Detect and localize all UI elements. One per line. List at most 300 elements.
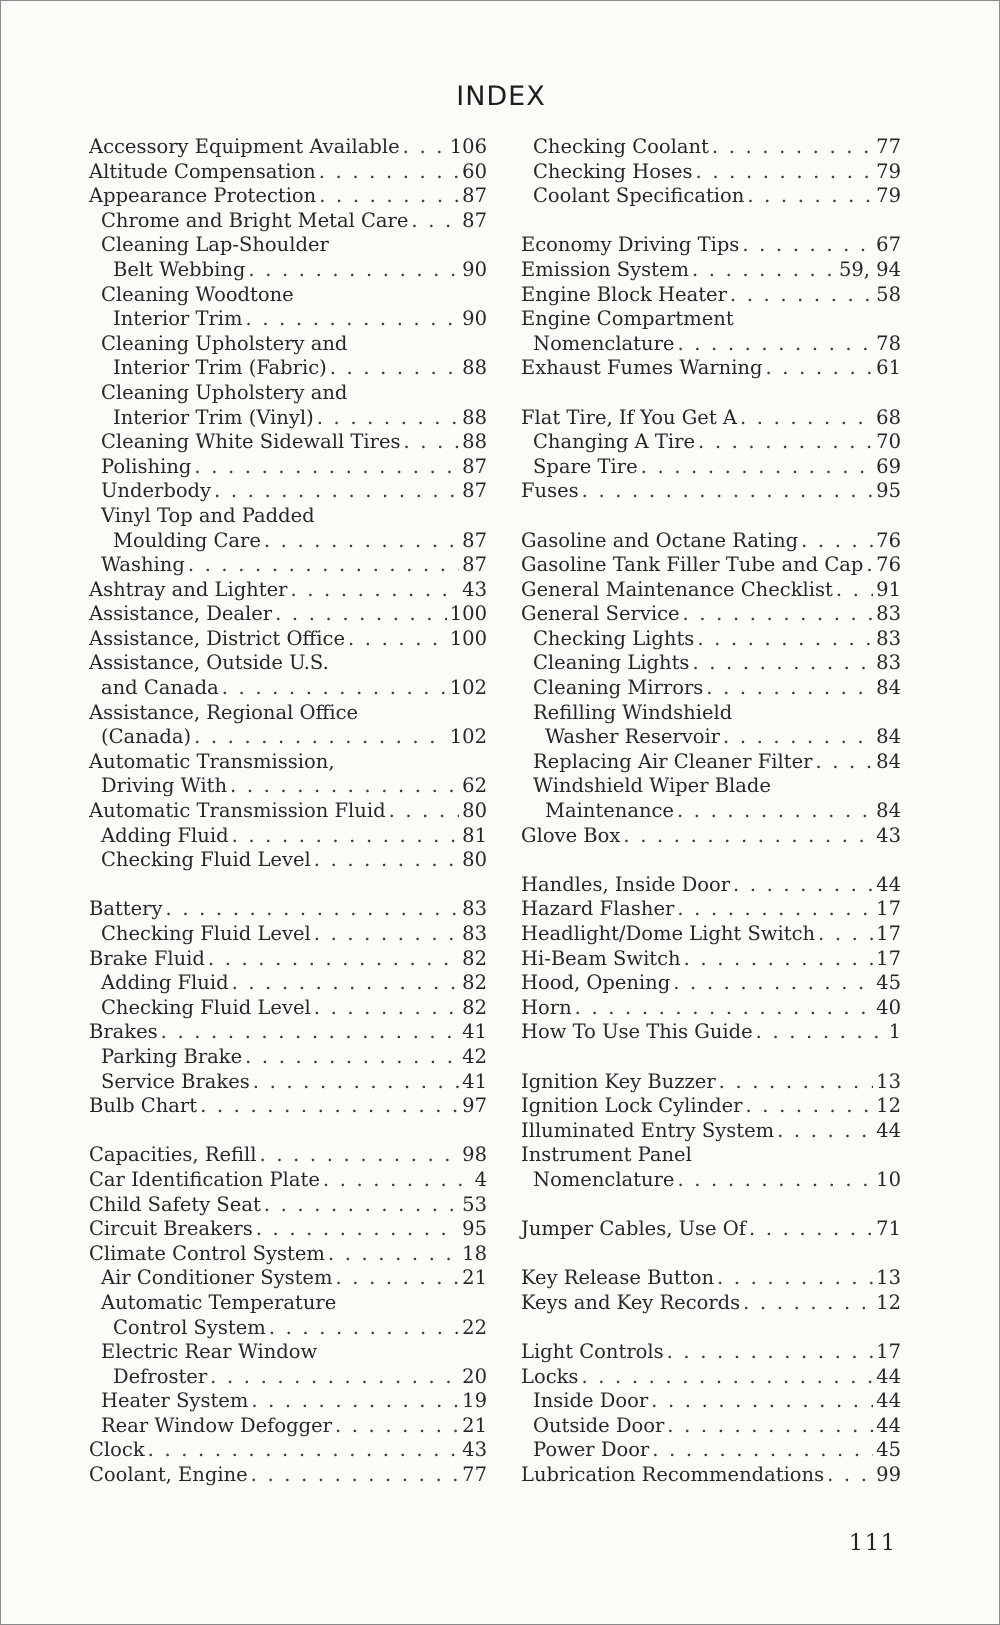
section-gap <box>511 504 901 529</box>
index-entry <box>511 307 901 332</box>
index-entry-page: 22 <box>462 1315 487 1339</box>
dot-leader <box>323 1168 472 1193</box>
index-entry <box>79 455 487 480</box>
dot-leader <box>698 430 873 455</box>
index-entry-text: Checking Fluid Level <box>101 848 311 872</box>
index-entry-page: 71 <box>876 1217 901 1241</box>
index-entry <box>79 209 487 234</box>
index-entry <box>79 1242 487 1267</box>
index-entry-text: Handles, Inside Door <box>521 872 731 896</box>
index-entry <box>79 1463 487 1488</box>
index-entry-text: Automatic Transmission, <box>89 749 335 773</box>
index-entry-page: 99 <box>876 1463 901 1487</box>
index-entry-page: 102 <box>449 725 487 749</box>
index-entry <box>511 971 901 996</box>
index-entry <box>511 774 901 799</box>
index-entry-page: 84 <box>876 676 901 700</box>
index-entry-text: Ignition Lock Cylinder <box>521 1094 743 1118</box>
index-entry-text: Adding Fluid <box>101 823 229 847</box>
index-entry <box>511 1143 901 1168</box>
dot-leader <box>677 1168 873 1193</box>
dot-leader <box>253 1070 459 1095</box>
index-entry-text: Automatic Temperature <box>101 1290 337 1314</box>
index-entry <box>79 971 487 996</box>
index-entry-page: 82 <box>462 946 487 970</box>
index-entry <box>79 529 487 554</box>
index-entry-page: 21 <box>462 1413 487 1437</box>
index-entry-page: 43 <box>462 577 487 601</box>
index-entry <box>511 529 901 554</box>
index-entry-page: 76 <box>876 528 901 552</box>
index-entry-text: Keys and Key Records <box>521 1290 741 1314</box>
dot-leader <box>269 1316 459 1341</box>
dot-leader <box>827 1463 873 1488</box>
index-entry <box>79 897 487 922</box>
index-entry-text: Key Release Button <box>521 1266 715 1290</box>
dot-leader <box>581 1365 873 1390</box>
index-entry <box>511 799 901 824</box>
index-entry-page: 41 <box>462 1020 487 1044</box>
index-entry-text: Interior Trim (Fabric) <box>113 356 327 380</box>
index-entry-text: Nomenclature <box>533 331 675 355</box>
index-entry-page: 70 <box>876 430 901 454</box>
index-entry-text: Light Controls <box>521 1340 664 1364</box>
index-entry <box>79 184 487 209</box>
dot-leader <box>335 1414 459 1439</box>
index-entry <box>511 1094 901 1119</box>
dot-leader <box>730 283 873 308</box>
index-entry <box>79 1217 487 1242</box>
index-entry-text: Capacities, Refill <box>89 1143 257 1167</box>
dot-leader <box>264 529 459 554</box>
index-entry-text: Gasoline Tank Filler Tube and Cap <box>521 553 864 577</box>
index-entry-text: Cleaning Woodtone <box>101 282 294 306</box>
index-entry <box>511 897 901 922</box>
index-entry <box>79 1193 487 1218</box>
index-entry-text: Replacing Air Cleaner Filter <box>533 749 813 773</box>
index-entry-page: 90 <box>462 257 487 281</box>
dot-leader <box>623 824 873 849</box>
index-entry-page: 68 <box>876 405 901 429</box>
dot-leader <box>641 455 874 480</box>
dot-leader <box>684 947 874 972</box>
dot-leader <box>148 1438 460 1463</box>
index-entry <box>79 799 487 824</box>
index-entry-page: 80 <box>462 848 487 872</box>
index-entry-page: 95 <box>876 479 901 503</box>
index-entry <box>511 602 901 627</box>
index-entry-text: Ignition Key Buzzer <box>521 1069 716 1093</box>
index-entry-page: 82 <box>462 995 487 1019</box>
index-entry-page: 45 <box>876 1438 901 1462</box>
index-entry-page: 41 <box>462 1069 487 1093</box>
index-entry-text: Power Door <box>533 1438 650 1462</box>
index-entry <box>511 1365 901 1390</box>
index-entry-text: Climate Control System <box>89 1241 325 1265</box>
index-entry <box>511 1414 901 1439</box>
index-entry-page: 81 <box>462 823 487 847</box>
dot-leader <box>673 971 873 996</box>
index-entry-text: Air Conditioner System <box>101 1266 333 1290</box>
index-entry-page: 69 <box>876 454 901 478</box>
section-gap <box>511 848 901 873</box>
index-entry-text: Glove Box <box>521 823 621 847</box>
index-entry <box>511 1291 901 1316</box>
index-entry <box>79 406 487 431</box>
index-entry-page: 100 <box>449 626 487 650</box>
index-entry <box>511 332 901 357</box>
index-entry <box>79 774 487 799</box>
index-column-left <box>79 135 487 1488</box>
index-entry-text: Coolant Specification <box>533 184 745 208</box>
index-entry-text: Checking Hoses <box>533 159 693 183</box>
dot-leader <box>330 356 459 381</box>
dot-leader <box>692 651 873 676</box>
index-entry <box>511 1119 901 1144</box>
index-entry <box>511 1168 901 1193</box>
index-entry-text: Cleaning Lights <box>533 651 690 675</box>
index-entry-text: Battery <box>89 897 163 921</box>
dot-leader <box>275 602 447 627</box>
dot-leader <box>677 897 873 922</box>
index-entry-text: Lubrication Recommendations <box>521 1463 825 1487</box>
index-entry-page: 83 <box>876 626 901 650</box>
section-gap <box>79 873 487 898</box>
index-entry-page: 100 <box>449 602 487 626</box>
dot-leader <box>712 135 873 160</box>
index-entry <box>79 922 487 947</box>
dot-leader <box>652 1438 873 1463</box>
dot-leader <box>582 479 874 504</box>
index-entry-text: Defroster <box>113 1364 208 1388</box>
index-entry-text: Inside Door <box>533 1389 649 1413</box>
dot-leader <box>667 1414 873 1439</box>
index-entry-text: Checking Fluid Level <box>101 995 311 1019</box>
dot-leader <box>389 799 460 824</box>
index-entry <box>79 160 487 185</box>
index-entry-page: 17 <box>876 897 901 921</box>
dot-leader <box>210 1365 459 1390</box>
index-entry <box>79 996 487 1021</box>
index-entry-text: Moulding Care <box>113 528 261 552</box>
section-gap <box>511 1193 901 1218</box>
index-entry-text: Adding Fluid <box>101 971 229 995</box>
index-entry <box>511 455 901 480</box>
index-entry-page: 87 <box>462 528 487 552</box>
index-entry <box>511 1266 901 1291</box>
index-entry-text: Assistance, District Office <box>89 626 345 650</box>
index-entry-page: 83 <box>462 897 487 921</box>
index-entry-page: 19 <box>462 1389 487 1413</box>
index-entry-text: Headlight/Dome Light Switch <box>521 922 816 945</box>
index-entry-page: 87 <box>462 479 487 503</box>
index-entry-text: Washer Reservoir <box>545 725 721 749</box>
index-entry-text: Exhaust Fumes Warning <box>521 356 763 380</box>
index-entry-page: 77 <box>462 1463 487 1487</box>
index-entry-text: Interior Trim (Vinyl) <box>113 405 314 429</box>
index-entry-page: 80 <box>462 799 487 823</box>
index-entry-text: Chrome and Bright Metal Care <box>101 208 409 232</box>
index-entry-text: Emission System <box>521 257 689 281</box>
index-entry-page: 83 <box>462 922 487 945</box>
index-entry-page: 44 <box>876 1413 901 1437</box>
dot-leader <box>161 1020 460 1045</box>
index-entry-text: Outside Door <box>533 1413 665 1437</box>
index-entry-text: Maintenance <box>545 799 674 823</box>
index-entry-text: Cleaning Mirrors <box>533 676 704 700</box>
index-entry-text: Assistance, Dealer <box>89 602 273 626</box>
dot-leader <box>232 824 460 849</box>
index-entry-page: 60 <box>462 159 487 183</box>
index-entry <box>511 406 901 431</box>
dot-leader <box>756 1020 886 1045</box>
index-entry-text: Control System <box>113 1315 266 1339</box>
index-entry-page: 17 <box>876 1340 901 1364</box>
index-entry-text: Spare Tire <box>533 454 638 478</box>
index-entry-text: Clock <box>89 1438 145 1462</box>
dot-leader <box>815 750 873 775</box>
index-entry <box>79 1291 487 1316</box>
index-entry-text: Brakes <box>89 1020 158 1044</box>
dot-leader <box>696 160 874 185</box>
index-entry-page: 13 <box>876 1266 901 1290</box>
index-entry-text: Gasoline and Octane Rating <box>521 528 799 552</box>
index-entry-page: 58 <box>876 282 901 306</box>
index-entry <box>511 947 901 972</box>
dot-leader <box>260 1143 460 1168</box>
index-entry-page: 95 <box>462 1217 487 1241</box>
index-entry <box>511 873 901 898</box>
index-column-right <box>511 135 901 1488</box>
index-entry-page: 87 <box>462 184 487 208</box>
dot-leader <box>335 1266 459 1291</box>
index-entry <box>511 676 901 701</box>
index-entry-text: Circuit Breakers <box>89 1217 253 1241</box>
dot-leader <box>319 184 459 209</box>
dot-leader <box>411 209 459 234</box>
dot-leader <box>683 602 874 627</box>
index-entry <box>79 1070 487 1095</box>
index-entry-page: 21 <box>462 1266 487 1290</box>
dot-leader <box>801 529 873 554</box>
index-entry-text: Illuminated Entry System <box>521 1118 775 1142</box>
index-entry-page: 42 <box>462 1044 487 1068</box>
index-entry-text: Cleaning Upholstery and <box>101 380 348 404</box>
index-entry-text: Checking Coolant <box>533 135 709 158</box>
index-entry-page: 87 <box>462 208 487 232</box>
index-entry-text: Appearance Protection <box>89 184 317 208</box>
index-entry <box>79 627 487 652</box>
index-entry-text: Assistance, Regional Office <box>89 700 359 724</box>
index-entry-text: Hood, Opening <box>521 971 671 995</box>
dot-leader <box>836 578 873 603</box>
index-entry-page: 20 <box>462 1364 487 1388</box>
index-entry-text: Changing A Tire <box>533 430 696 454</box>
index-entry-page: 84 <box>876 799 901 823</box>
dot-leader <box>248 258 459 283</box>
index-entry <box>511 578 901 603</box>
index-entry-page: 53 <box>462 1192 487 1216</box>
dot-leader <box>188 553 459 578</box>
index-entry <box>79 283 487 308</box>
index-entry <box>511 651 901 676</box>
dot-leader <box>232 971 460 996</box>
index-entry <box>79 824 487 849</box>
section-gap <box>511 209 901 234</box>
index-entry-page: 88 <box>462 405 487 429</box>
index-entry <box>79 504 487 529</box>
index-entry-page: 84 <box>876 749 901 773</box>
dot-leader <box>314 848 459 873</box>
index-entry <box>511 750 901 775</box>
dot-leader <box>319 160 459 185</box>
index-entry <box>79 135 487 160</box>
index-entry-text: Checking Fluid Level <box>101 922 311 945</box>
index-entry-text: Washing <box>101 553 185 577</box>
dot-leader <box>314 996 459 1021</box>
dot-leader <box>328 1242 459 1267</box>
index-entry-text: Belt Webbing <box>113 257 246 281</box>
index-entry <box>79 1045 487 1070</box>
index-entry-page: 83 <box>876 602 901 626</box>
section-gap <box>511 1316 901 1341</box>
index-entry <box>79 1266 487 1291</box>
index-entry <box>511 1020 901 1045</box>
index-entry-page: 87 <box>462 454 487 478</box>
index-entry-page: 43 <box>462 1438 487 1462</box>
dot-leader <box>733 873 873 898</box>
index-entry <box>79 1438 487 1463</box>
index-entry <box>511 725 901 750</box>
index-entry-text: Engine Compartment <box>521 307 734 331</box>
index-entry-text: Vinyl Top and Padded <box>101 503 315 527</box>
dot-leader <box>749 1217 873 1242</box>
index-entry <box>79 1340 487 1365</box>
index-entry-text: General Service <box>521 602 680 626</box>
index-entry <box>511 1217 901 1242</box>
index-entry <box>511 922 901 947</box>
index-entry-text: Cleaning White Sidewall Tires <box>101 430 401 454</box>
index-entry <box>79 1414 487 1439</box>
index-entry-page: 83 <box>876 651 901 675</box>
index-entry-page: 79 <box>876 184 901 208</box>
index-entry <box>511 160 901 185</box>
index-entry-text: Driving With <box>101 774 228 798</box>
index-entry-text: Horn <box>521 995 572 1019</box>
index-entry-text: Cleaning Upholstery and <box>101 331 348 355</box>
index-entry <box>79 1168 487 1193</box>
page-number: 111 <box>849 1531 897 1556</box>
index-entry <box>79 651 487 676</box>
index-entry <box>79 848 487 873</box>
dot-leader <box>743 1291 873 1316</box>
index-entry <box>511 1463 901 1488</box>
index-entry-page: 87 <box>462 553 487 577</box>
dot-leader <box>765 356 873 381</box>
index-entry-text: Flat Tire, If You Get A <box>521 405 737 429</box>
dot-leader <box>651 1389 873 1414</box>
index-entry <box>79 1094 487 1119</box>
dot-leader <box>256 1217 459 1242</box>
index-entry <box>79 553 487 578</box>
dot-leader <box>290 578 459 603</box>
index-entry-text: Cleaning Lap-Shoulder <box>101 233 329 257</box>
index-entry-page: 1 <box>888 1020 901 1044</box>
index-entry <box>511 479 901 504</box>
index-entry <box>79 947 487 972</box>
index-entry <box>511 701 901 726</box>
index-entry-text: Economy Driving Tips <box>521 233 740 257</box>
dot-leader <box>264 1193 459 1218</box>
dot-leader <box>245 1045 459 1070</box>
index-entry-page: 88 <box>462 356 487 380</box>
index-entry-page: 62 <box>462 774 487 798</box>
index-entry <box>511 258 901 283</box>
index-entry-text: Ashtray and Lighter <box>89 577 288 601</box>
index-entry-text: Service Brakes <box>101 1069 250 1093</box>
dot-leader <box>208 947 459 972</box>
index-entry <box>511 356 901 381</box>
dot-leader <box>692 258 836 283</box>
index-entry-page: 90 <box>462 307 487 331</box>
index-entry <box>79 307 487 332</box>
dot-leader <box>348 627 447 652</box>
index-entry-text: Nomenclature <box>533 1167 675 1191</box>
dot-leader <box>866 553 873 578</box>
index-entry-text: Altitude Compensation <box>89 159 316 183</box>
index-entry-page: 45 <box>876 971 901 995</box>
index-entry <box>511 553 901 578</box>
index-entry <box>511 233 901 258</box>
dot-leader <box>706 676 873 701</box>
dot-leader <box>742 233 873 258</box>
index-entry <box>79 258 487 283</box>
index-entry-text: Brake Fluid <box>89 946 205 970</box>
dot-leader <box>166 897 460 922</box>
index-entry <box>79 1365 487 1390</box>
index-entry-text: Heater System <box>101 1389 249 1413</box>
index-entry-page: 106 <box>449 135 487 158</box>
dot-leader <box>818 922 873 947</box>
dot-leader <box>677 799 873 824</box>
index-entry-text: Coolant, Engine <box>89 1463 248 1487</box>
dot-leader <box>746 1094 874 1119</box>
index-entry-page: 40 <box>876 995 901 1019</box>
index-entry <box>79 1143 487 1168</box>
index-entry-text: Jumper Cables, Use Of <box>521 1217 747 1241</box>
section-gap <box>511 1242 901 1267</box>
index-entry <box>79 750 487 775</box>
index-entry-page: 91 <box>876 577 901 601</box>
index-entry-text: Interior Trim <box>113 307 243 331</box>
index-entry <box>79 479 487 504</box>
dot-leader <box>719 1070 874 1095</box>
section-gap <box>511 381 901 406</box>
index-entry <box>79 1316 487 1341</box>
dot-leader <box>404 430 460 455</box>
index-entry <box>79 701 487 726</box>
index-entry-page: 18 <box>462 1241 487 1265</box>
index-entry-page: 44 <box>876 1118 901 1142</box>
index-entry-page: 44 <box>876 1364 901 1388</box>
index-entry <box>79 356 487 381</box>
dot-leader <box>194 455 459 480</box>
index-entry-page: 17 <box>876 946 901 970</box>
index-entry-text: Parking Brake <box>101 1044 243 1068</box>
dot-leader <box>194 725 447 750</box>
index-entry <box>79 430 487 455</box>
index-entry-text: Engine Block Heater <box>521 282 727 306</box>
